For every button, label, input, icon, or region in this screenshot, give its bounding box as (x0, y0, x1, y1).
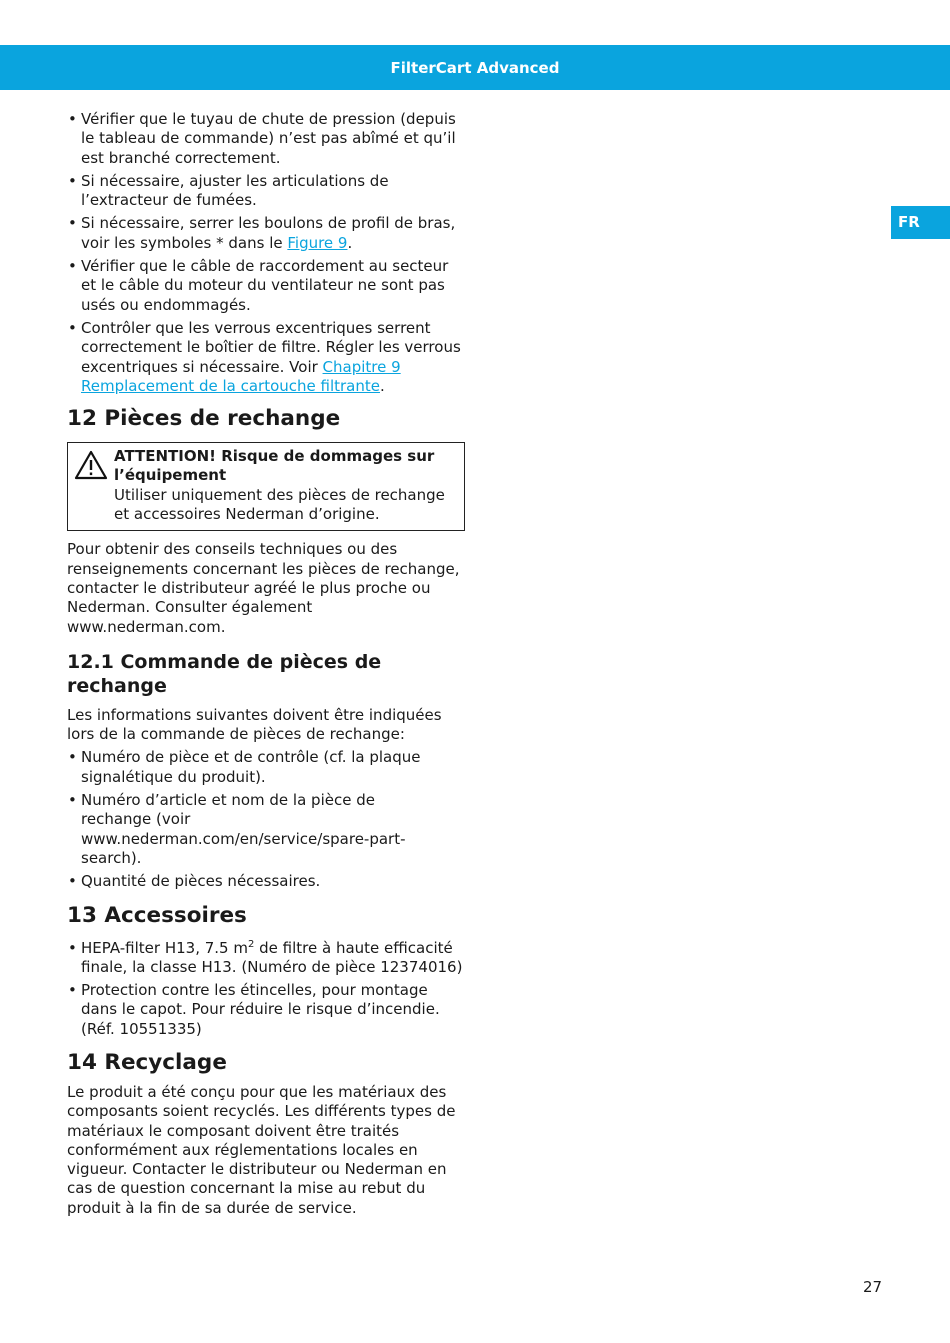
list-item: • Quantité de pièces nécessaires. (67, 872, 465, 891)
item-text: Si nécessaire, serrer les boulons de profil de bras, voir les symboles * dans le (81, 214, 456, 252)
list-item: • Numéro d’article et nom de la pièce de rechange (voir www.nederman.com/en/service/spare-part-search). (67, 791, 465, 868)
item-text-end: . (347, 233, 353, 252)
warning-box (67, 442, 465, 531)
list-item: • Vérifier que le tuyau de chute de pression (depuis le tableau de commande) n’est pas abîmé et qu’il est branché correctement. (67, 110, 465, 168)
item-text: Contrôler que les verrous excentriques serrent correctement le boîtier de filtre. Régler les verrous excentriques si nécessaire. Voir (81, 318, 461, 376)
section-13-heading: 13 Accessoires (67, 902, 247, 928)
accessories-list (67, 939, 465, 1039)
order-info-list (67, 748, 465, 891)
warning-triangle-icon (74, 450, 108, 480)
list-item (67, 939, 465, 978)
superscript: 2 (248, 938, 255, 950)
item-text-end: . (379, 376, 385, 395)
section-14-paragraph: Le produit a été conçu pour que les matériaux des composants soient recyclés. Les différents types de matériaux le composant doivent être traités conformément aux réglementations locales en vigueur. Contacter le distributeur ou Nederman en cas de question concernant la mise au rebut du produit à la fin de sa durée de service. (67, 1082, 456, 1217)
language-tab: FR (891, 206, 950, 239)
chapter-9-link[interactable]: Chapitre 9 Remplacement de la cartouche filtrante (81, 357, 401, 395)
list-item (67, 214, 465, 253)
section-12-1-intro: Les informations suivantes doivent être indiquées lors de la commande de pièces de rechange: (67, 705, 442, 744)
page-number: 27 (863, 1278, 883, 1296)
item-text-end: de filtre à haute efficacité finale, la classe H13. (Numéro de pièce 12374016) (81, 938, 463, 976)
figure-9-link[interactable]: Figure 9 (287, 233, 348, 252)
maintenance-checklist (67, 110, 465, 396)
list-item (67, 319, 465, 396)
section-12-heading: 12 Pièces de rechange (67, 406, 341, 432)
section-12-1-heading: 12.1 Commande de pièces de rechange (67, 650, 382, 697)
section-14-heading: 14 Recyclage (67, 1049, 227, 1075)
list-item: • Si nécessaire, ajuster les articulations de l’extracteur de fumées. (67, 172, 465, 211)
warning-body: Utiliser uniquement des pièces de rechange et accessoires Nederman d’origine. (114, 485, 445, 524)
list-item: • Vérifier que le câble de raccordement au secteur et le câble du moteur du ventilateur ne sont pas usés ou endommagés. (67, 257, 465, 315)
warning-title: ATTENTION! Risque de dommages sur l’équipement (114, 447, 435, 485)
list-item: • Numéro de pièce et de contrôle (cf. la plaque signalétique du produit). (67, 748, 465, 787)
list-item: • Protection contre les étincelles, pour montage dans le capot. Pour réduire le risque d’incendie. (Réf. 10551335) (67, 981, 465, 1039)
main-content (67, 110, 465, 1218)
header-bar (0, 45, 950, 90)
item-text: HEPA-filter H13, 7.5 m (81, 938, 248, 957)
section-12-paragraph: Pour obtenir des conseils techniques ou des renseignements concernant les pièces de rechange, contacter le distributeur agréé le plus proche ou Nederman. Consulter également www.nederman.com. (67, 540, 460, 636)
document-title: FilterCart Advanced (390, 58, 560, 77)
